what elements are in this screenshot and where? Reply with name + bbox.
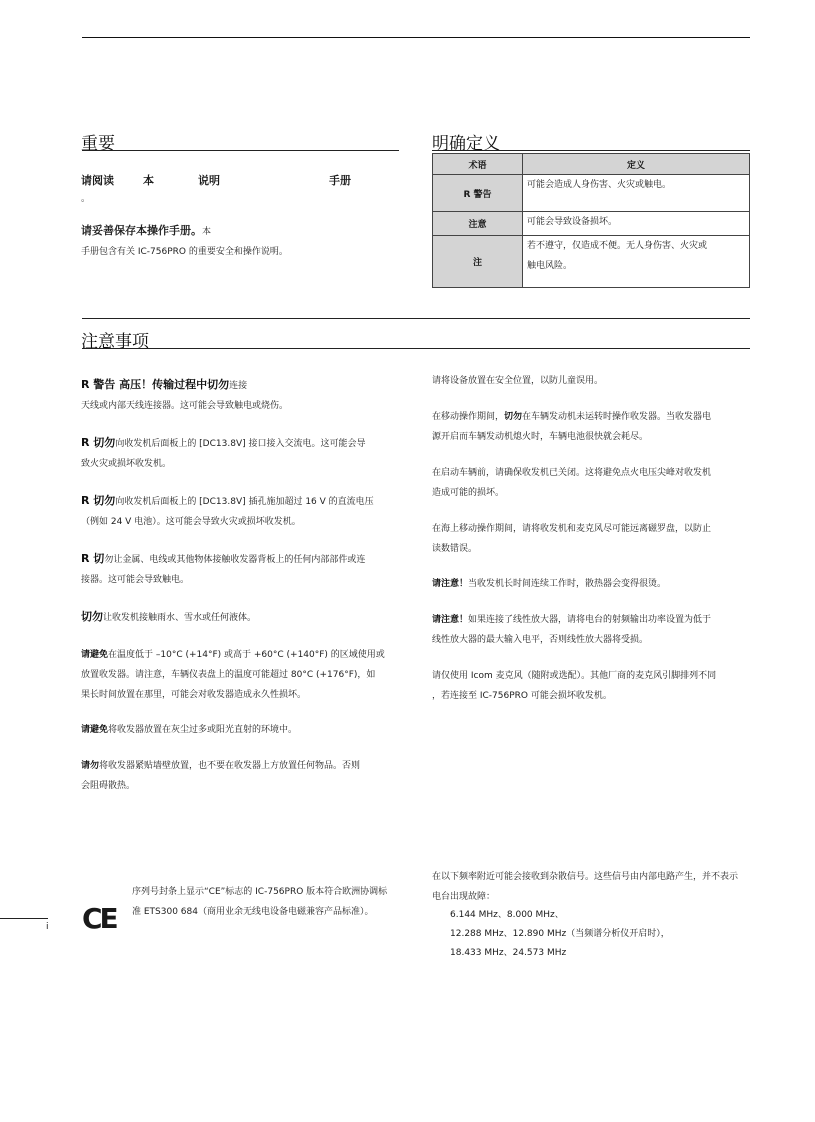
spurious-signals: [432, 867, 762, 907]
vehicle-start-text-1: 在启动车辆前，请确保收发机已关闭。这将避免点火电压尖峰对收发机: [432, 468, 712, 478]
definitions-header-row: [433, 154, 750, 175]
spurious-frequency-list: [432, 906, 770, 963]
spurious-text-1: 在以下频率附近可能会接收到杂散信号。这些信号由内部电路产生，并不表示: [432, 872, 739, 882]
mobile-operation-bold: 切勿: [504, 412, 523, 422]
warning-high-voltage-bold: R 警告 高压！传输过程中切勿: [81, 378, 230, 391]
term-warning: R 警告: [433, 175, 523, 212]
definitions-table: [432, 153, 750, 288]
caution-linear-amp: [432, 610, 762, 650]
avoid-temperature-text-3: 果长时间放置在那里，可能会对收发器造成永久性损坏。: [81, 690, 307, 700]
warning-no-ac-bold: R 切勿: [81, 436, 116, 449]
def-caution: 可能会导致设备损坏。: [523, 212, 750, 236]
def-note: [523, 236, 750, 288]
frequency-line-1: 6.144 MHz、8.000 MHz、: [450, 910, 564, 920]
caution-linear-amp-text-2: 线性放大器的最大输入电平，否则线性放大器将受损。: [432, 635, 649, 645]
vehicle-start: [432, 463, 762, 503]
definitions-underline: [432, 150, 750, 151]
caution-heatsink: [432, 574, 762, 594]
warning-overvoltage-text: 向收发机后面板上的 [DC13.8V] 插孔施加超过 16 V 的直流电压: [115, 497, 374, 507]
ce-notice-text: [132, 882, 407, 922]
term-caution: 注意: [433, 212, 523, 236]
no-wall-placement-text: 将收发器紧贴墙壁放置，也不要在收发器上方放置任何物品。否则: [99, 761, 361, 771]
def-warning: 可能会造成人身伤害、火灾或触电。: [523, 175, 750, 212]
frequency-line-2: 12.288 MHz、12.890 MHz（当频谱分析仪开启时），: [450, 929, 670, 939]
warning-no-ac: [81, 433, 411, 474]
warning-liquids-bold: 切勿: [81, 610, 103, 623]
microphone-notice: [432, 666, 762, 706]
precautions-underline: [82, 348, 750, 349]
keep-manual-para: [81, 221, 401, 262]
avoid-temperature-text-2: 放置收发器。请注意，车辆仪表盘上的温度可能超过 80°C (+176°F)，如: [81, 670, 376, 680]
avoid-temperature-text: 在温度低于 –10°C (+14°F) 或高于 +60°C (+140°F) 的区域使用或: [108, 650, 385, 660]
caution-linear-amp-bold: 请注意！: [432, 615, 469, 625]
microphone-notice-text-1: 请仅使用 Icom 麦克风（随附或选配）。其他厂商的麦克风引脚排列不同: [432, 671, 717, 681]
keep-manual-rest: 本: [202, 227, 212, 237]
read-word-2: 本: [143, 174, 154, 187]
col-term-header: 术语: [433, 154, 523, 175]
mobile-operation-text-c: 在车辆发动机未运转时操作收发器。当收发器电: [522, 412, 712, 422]
read-instructions-line: [81, 172, 401, 188]
definitions-heading: 明确定义: [432, 134, 500, 154]
important-underline: [82, 150, 399, 151]
microphone-notice-text-2: ，若连接至 IC-756PRO 可能会损坏收发机。: [432, 691, 612, 701]
top-rule: [82, 37, 750, 38]
child-safety: 请将设备放置在安全位置，以防儿童误用。: [432, 376, 604, 386]
read-word-4: 手册: [329, 174, 351, 187]
ce-mark-icon: CE: [82, 902, 116, 935]
mobile-operation-text-d: 源开启而车辆发动机熄火时，车辆电池很快就会耗尽。: [432, 432, 649, 442]
def-note-line-2: 触电风险。: [527, 261, 573, 271]
warning-metal-objects-text: 勿让金属、电线或其他物体接触收发器背板上的任何内部部件或连: [104, 555, 366, 565]
important-heading: 重要: [81, 134, 115, 154]
caution-heatsink-bold: 请注意！: [432, 579, 469, 589]
warning-overvoltage: [81, 491, 411, 532]
warning-overvoltage-bold: R 切勿: [81, 494, 116, 507]
avoid-dust-bold: 请避免: [81, 725, 109, 735]
ce-notice-line-2: 准 ETS300 684（商用业余无线电设备电磁兼容产品标准）。: [132, 907, 374, 917]
keep-manual-bold: 请妥善保存本操作手册。: [81, 224, 202, 237]
definitions-row: [433, 236, 750, 288]
warning-liquids: [81, 607, 411, 628]
warning-metal-objects-bold: R 切: [81, 552, 105, 565]
warning-overvoltage-text-2: （例如 24 V 电池）。这可能会导致火灾或损坏收发机。: [81, 517, 301, 527]
caution-heatsink-text: 当收发机长时间连续工作时，散热器会变得很烫。: [468, 579, 667, 589]
no-wall-placement-bold: 请勿: [81, 761, 100, 771]
warning-metal-objects: [81, 549, 411, 590]
col-def-header: 定义: [523, 154, 750, 175]
spurious-text-2: 电台出现故障：: [432, 892, 496, 902]
read-word-1: 请阅读: [81, 174, 114, 187]
warning-high-voltage-text-2: 天线或内部天线连接器。这可能会导致触电或烧伤。: [81, 401, 289, 411]
avoid-dust: [81, 720, 411, 740]
side-margin-rule: [0, 918, 48, 919]
definitions-row: [433, 212, 750, 236]
read-word-3: 说明: [198, 174, 220, 187]
maritime-operation: [432, 519, 762, 559]
warning-liquids-text: 让收发机接触雨水、雪水或任何液体。: [103, 613, 257, 623]
warning-high-voltage: [81, 375, 406, 416]
warning-no-ac-text: 向收发机后面板上的 [DC13.8V] 接口接入交流电。这可能会导: [115, 439, 366, 449]
precautions-top-rule: [82, 318, 750, 319]
caution-linear-amp-text-1: 如果连接了线性放大器，请将电台的射频输出功率设置为低于: [468, 615, 712, 625]
definitions-row: [433, 175, 750, 212]
term-note: 注: [433, 236, 523, 288]
def-note-line-1: 若不遵守，仅造成不便。无人身伤害、火灾或: [527, 241, 708, 251]
mobile-operation: [432, 407, 762, 447]
keep-manual-rest-2: 手册包含有关 IC-756PRO 的重要安全和操作说明。: [81, 247, 288, 257]
no-wall-placement-text-2: 会阻碍散热。: [81, 781, 136, 791]
avoid-temperature-bold: 请避免: [81, 650, 109, 660]
mobile-operation-text-a: 在移动操作期间，: [432, 412, 505, 422]
avoid-temperature: [81, 645, 411, 705]
read-instructions-tail: 。: [81, 194, 91, 204]
frequency-line-3: 18.433 MHz、24.573 MHz: [450, 948, 567, 958]
avoid-dust-text: 将收发器放置在灰尘过多或阳光直射的环境中。: [108, 725, 298, 735]
warning-no-ac-text-2: 致火灾或损坏收发机。: [81, 459, 172, 469]
warning-high-voltage-text: 连接: [229, 381, 248, 391]
maritime-operation-text-1: 在海上移动操作期间，请将收发机和麦克风尽可能远离磁罗盘，以防止: [432, 524, 712, 534]
maritime-operation-text-2: 读数错误。: [432, 544, 478, 554]
vehicle-start-text-2: 造成可能的损坏。: [432, 488, 505, 498]
precautions-heading: 注意事项: [81, 332, 149, 352]
warning-metal-objects-text-2: 接器。这可能会导致触电。: [81, 575, 190, 585]
ce-notice-line-1: 序列号封条上显示“CE”标志的 IC-756PRO 版本符合欧洲协调标: [132, 887, 388, 897]
no-wall-placement: [81, 756, 411, 796]
page-marker: i: [46, 922, 49, 932]
